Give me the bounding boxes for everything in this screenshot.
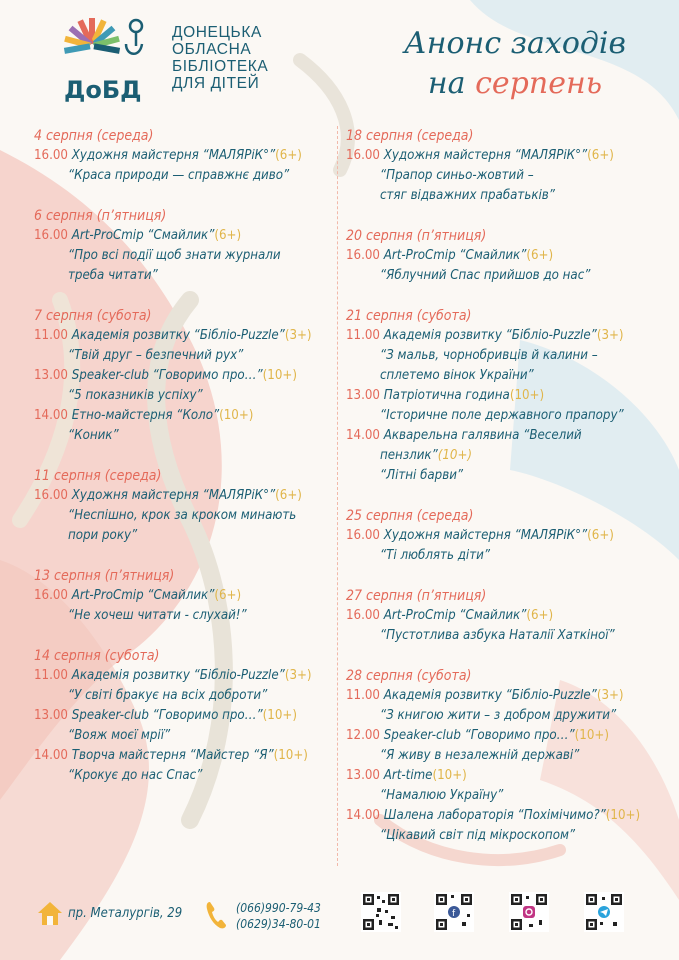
event-age: (3+)	[284, 328, 312, 343]
event-time: 13.00	[34, 368, 68, 383]
event-name: Художня майстерня “МАЛЯРіК°”	[383, 148, 588, 163]
event-item	[346, 426, 661, 486]
event-item	[346, 526, 661, 566]
event-item	[346, 326, 661, 386]
event-item	[346, 806, 661, 846]
schedule-day	[346, 306, 661, 486]
event-name: Speaker-club “Говоримо про…”	[71, 708, 263, 723]
event-age: (10+)	[437, 448, 473, 463]
event-item	[346, 766, 661, 806]
event-time: 16.00	[34, 148, 68, 163]
event-name: Академія розвитку “Бібліо-Puzzle”	[71, 328, 285, 343]
schedule-left-column	[34, 126, 349, 806]
event-title: пори року”	[68, 528, 138, 543]
event-title: “Краса природи — справжнє диво”	[68, 168, 290, 183]
event-title: стяг відважних прабатьків”	[380, 188, 555, 203]
event-title: “З книгою жити – з добром дружити”	[380, 708, 617, 723]
event-age: (6+)	[214, 588, 242, 603]
event-title: “Літні барви”	[380, 468, 464, 483]
event-time: 16.00	[346, 528, 380, 543]
event-time: 12.00	[346, 728, 380, 743]
event-age: (6+)	[587, 528, 614, 543]
event-age: (6+)	[275, 148, 302, 163]
event-name: Академія розвитку “Бібліо-Puzzle”	[71, 668, 285, 683]
phone-number[interactable]: (0629)34-80-01	[236, 917, 321, 931]
announcement-line1: Анонс заходів	[404, 26, 626, 61]
event-name: Академія розвитку “Бібліо-Puzzle”	[383, 328, 597, 343]
organization-name	[172, 24, 312, 92]
schedule-day	[34, 466, 349, 546]
event-item	[346, 246, 661, 286]
event-name: Speaker-club “Говоримо про…”	[383, 728, 575, 743]
day-date: 6 серпня (п’ятниця)	[34, 208, 167, 224]
event-name: Art-ProCmip “Смайлик”	[383, 608, 527, 623]
event-title: “5 показників успіху”	[68, 388, 203, 403]
event-time: 11.00	[346, 688, 380, 703]
event-name: Art-ProCmip “Смайлик”	[383, 248, 527, 263]
event-item	[346, 146, 661, 206]
event-title: “Не хочеш читати - слухай!”	[68, 608, 247, 623]
event-name: Художня майстерня “МАЛЯРіК°”	[383, 528, 588, 543]
schedule-day	[346, 126, 661, 206]
event-item	[34, 326, 349, 366]
event-age: (6+)	[214, 228, 242, 243]
schedule-day	[34, 566, 349, 626]
event-age: (6+)	[526, 608, 554, 623]
event-time: 16.00	[34, 228, 68, 243]
event-name: Художня майстерня “МАЛЯРіК°”	[71, 488, 276, 503]
address-text: пр. Металургів, 29	[68, 905, 183, 921]
event-title: “Яблучний Спас прийшов до нас”	[380, 268, 591, 283]
event-age: (6+)	[275, 488, 302, 503]
event-item	[34, 666, 349, 706]
event-time: 16.00	[346, 248, 380, 263]
event-title: “З мальв, чорнобривців й калини –	[380, 348, 598, 363]
schedule-right-column	[346, 126, 661, 866]
day-date: 13 серпня (п’ятниця)	[34, 568, 175, 584]
day-date: 27 серпня (п’ятниця)	[346, 588, 487, 604]
event-name: Speaker-club “Говоримо про…”	[71, 368, 263, 383]
event-time: 14.00	[34, 748, 68, 763]
event-age: (3+)	[596, 688, 624, 703]
event-item	[34, 146, 349, 186]
event-item	[346, 386, 661, 426]
event-item	[34, 746, 349, 786]
event-time: 16.00	[34, 588, 68, 603]
event-time: 14.00	[346, 808, 380, 823]
schedule-day	[346, 226, 661, 286]
event-name: Art-time	[383, 768, 433, 783]
day-date: 28 серпня (субота)	[346, 668, 472, 684]
event-item	[34, 366, 349, 406]
day-date: 25 серпня (середа)	[346, 508, 474, 524]
event-time: 11.00	[34, 668, 68, 683]
event-item	[34, 406, 349, 446]
announcement-prefix: на	[427, 66, 466, 101]
qr-code-telegram-icon[interactable]	[584, 892, 624, 932]
event-time: 16.00	[346, 608, 380, 623]
event-name: Шалена лабораторія “Похімічимо?”	[383, 808, 606, 823]
day-date: 11 серпня (середа)	[34, 468, 162, 484]
event-name: Академія розвитку “Бібліо-Puzzle”	[383, 688, 597, 703]
event-age: (10+)	[273, 748, 308, 763]
event-age: (10+)	[605, 808, 641, 823]
event-age: (10+)	[219, 408, 254, 423]
schedule-day	[34, 306, 349, 446]
event-title: “Крокує до нас Спас”	[68, 768, 203, 783]
event-time: 13.00	[34, 708, 68, 723]
event-name: пензлик”	[380, 448, 438, 463]
event-title: “Коник”	[68, 428, 119, 443]
library-logo	[60, 16, 152, 104]
event-time: 11.00	[346, 328, 380, 343]
event-name: Етно-майстерня “Коло”	[71, 408, 220, 423]
event-time: 13.00	[346, 768, 380, 783]
org-line: ДОНЕЦЬКА	[172, 24, 262, 41]
event-name: Art-ProCmip “Смайлик”	[71, 588, 215, 603]
event-time: 11.00	[34, 328, 68, 343]
announcement-title	[380, 24, 650, 104]
event-title: “Твій друг – безпечний рух”	[68, 348, 244, 363]
schedule-day	[34, 646, 349, 786]
phone-icon	[204, 900, 228, 930]
event-item	[346, 686, 661, 726]
event-age: (10+)	[574, 728, 609, 743]
event-name: Патріотична година	[383, 388, 510, 403]
day-date: 20 серпня (п’ятниця)	[346, 228, 487, 244]
event-time: 13.00	[346, 388, 380, 403]
event-item	[34, 706, 349, 746]
event-item	[346, 726, 661, 766]
event-age: (3+)	[596, 328, 624, 343]
qr-code-icon[interactable]	[361, 892, 401, 932]
event-age: (6+)	[526, 248, 554, 263]
house-icon	[36, 899, 64, 927]
org-line: ДЛЯ ДІТЕЙ	[172, 75, 260, 92]
day-date: 7 серпня (субота)	[34, 308, 152, 324]
event-title: “Про всі події щоб знати журнали	[68, 248, 281, 263]
event-age: (3+)	[284, 668, 312, 683]
svg-text:f: f	[452, 909, 456, 919]
event-title: “Вояж моєї мрії”	[68, 728, 171, 743]
event-title: “Ті люблять діти”	[380, 548, 490, 563]
event-title: сплетемо вінок України”	[380, 368, 534, 383]
org-line: ОБЛАСНА	[172, 41, 252, 58]
footer-address	[36, 898, 182, 928]
event-title: “Неспішно, крок за кроком минають	[68, 508, 297, 523]
event-time: 14.00	[34, 408, 68, 423]
event-age: (10+)	[262, 708, 297, 723]
event-title: “Прапор синьо-жовтий –	[380, 168, 534, 183]
schedule-day	[34, 206, 349, 286]
schedule-day	[34, 126, 349, 186]
event-item	[346, 606, 661, 646]
org-line: БІБЛІОТЕКА	[172, 58, 269, 75]
schedule-day	[346, 506, 661, 566]
event-item	[34, 586, 349, 626]
event-item	[34, 226, 349, 286]
footer-phones	[204, 900, 321, 932]
event-time: 14.00	[346, 428, 380, 443]
event-title: “Пустотлива азбука Наталії Хаткіної”	[380, 628, 615, 643]
schedule-day	[346, 586, 661, 646]
event-title: “Намалюю Україну”	[380, 788, 504, 803]
phone-number[interactable]: (066)990-79-43	[236, 901, 321, 915]
event-title: “Я живу в незалежній державі”	[380, 748, 580, 763]
announcement-month: серпень	[475, 66, 603, 101]
day-date: 21 серпня (субота)	[346, 308, 472, 324]
event-item	[34, 486, 349, 546]
event-name: Творча майстерня “Майстер “Я”	[71, 748, 274, 763]
event-title: “Цікавий світ під мікроскопом”	[380, 828, 576, 843]
event-name: Акварельна галявина “Веселий	[383, 428, 582, 443]
qr-code-instagram-icon[interactable]	[509, 892, 549, 932]
svg-text:ДоБД: ДоБД	[64, 76, 142, 104]
event-age: (10+)	[262, 368, 297, 383]
event-time: 16.00	[34, 488, 68, 503]
event-age: (6+)	[587, 148, 614, 163]
event-title: треба читати”	[68, 268, 158, 283]
event-age: (10+)	[432, 768, 467, 783]
day-date: 14 серпня (субота)	[34, 648, 160, 664]
qr-code-facebook-icon[interactable]	[434, 892, 474, 932]
event-time: 16.00	[346, 148, 380, 163]
schedule-day	[346, 666, 661, 846]
day-date: 4 серпня (середа)	[34, 128, 154, 144]
event-title: “Історичне поле державного прапору”	[380, 408, 624, 423]
event-age: (10+)	[509, 388, 545, 403]
event-name: Art-ProCmip “Смайлик”	[71, 228, 215, 243]
event-title: “У світі бракує на всіх доброти”	[68, 688, 268, 703]
event-name: Художня майстерня “МАЛЯРіК°”	[71, 148, 276, 163]
day-date: 18 серпня (середа)	[346, 128, 474, 144]
